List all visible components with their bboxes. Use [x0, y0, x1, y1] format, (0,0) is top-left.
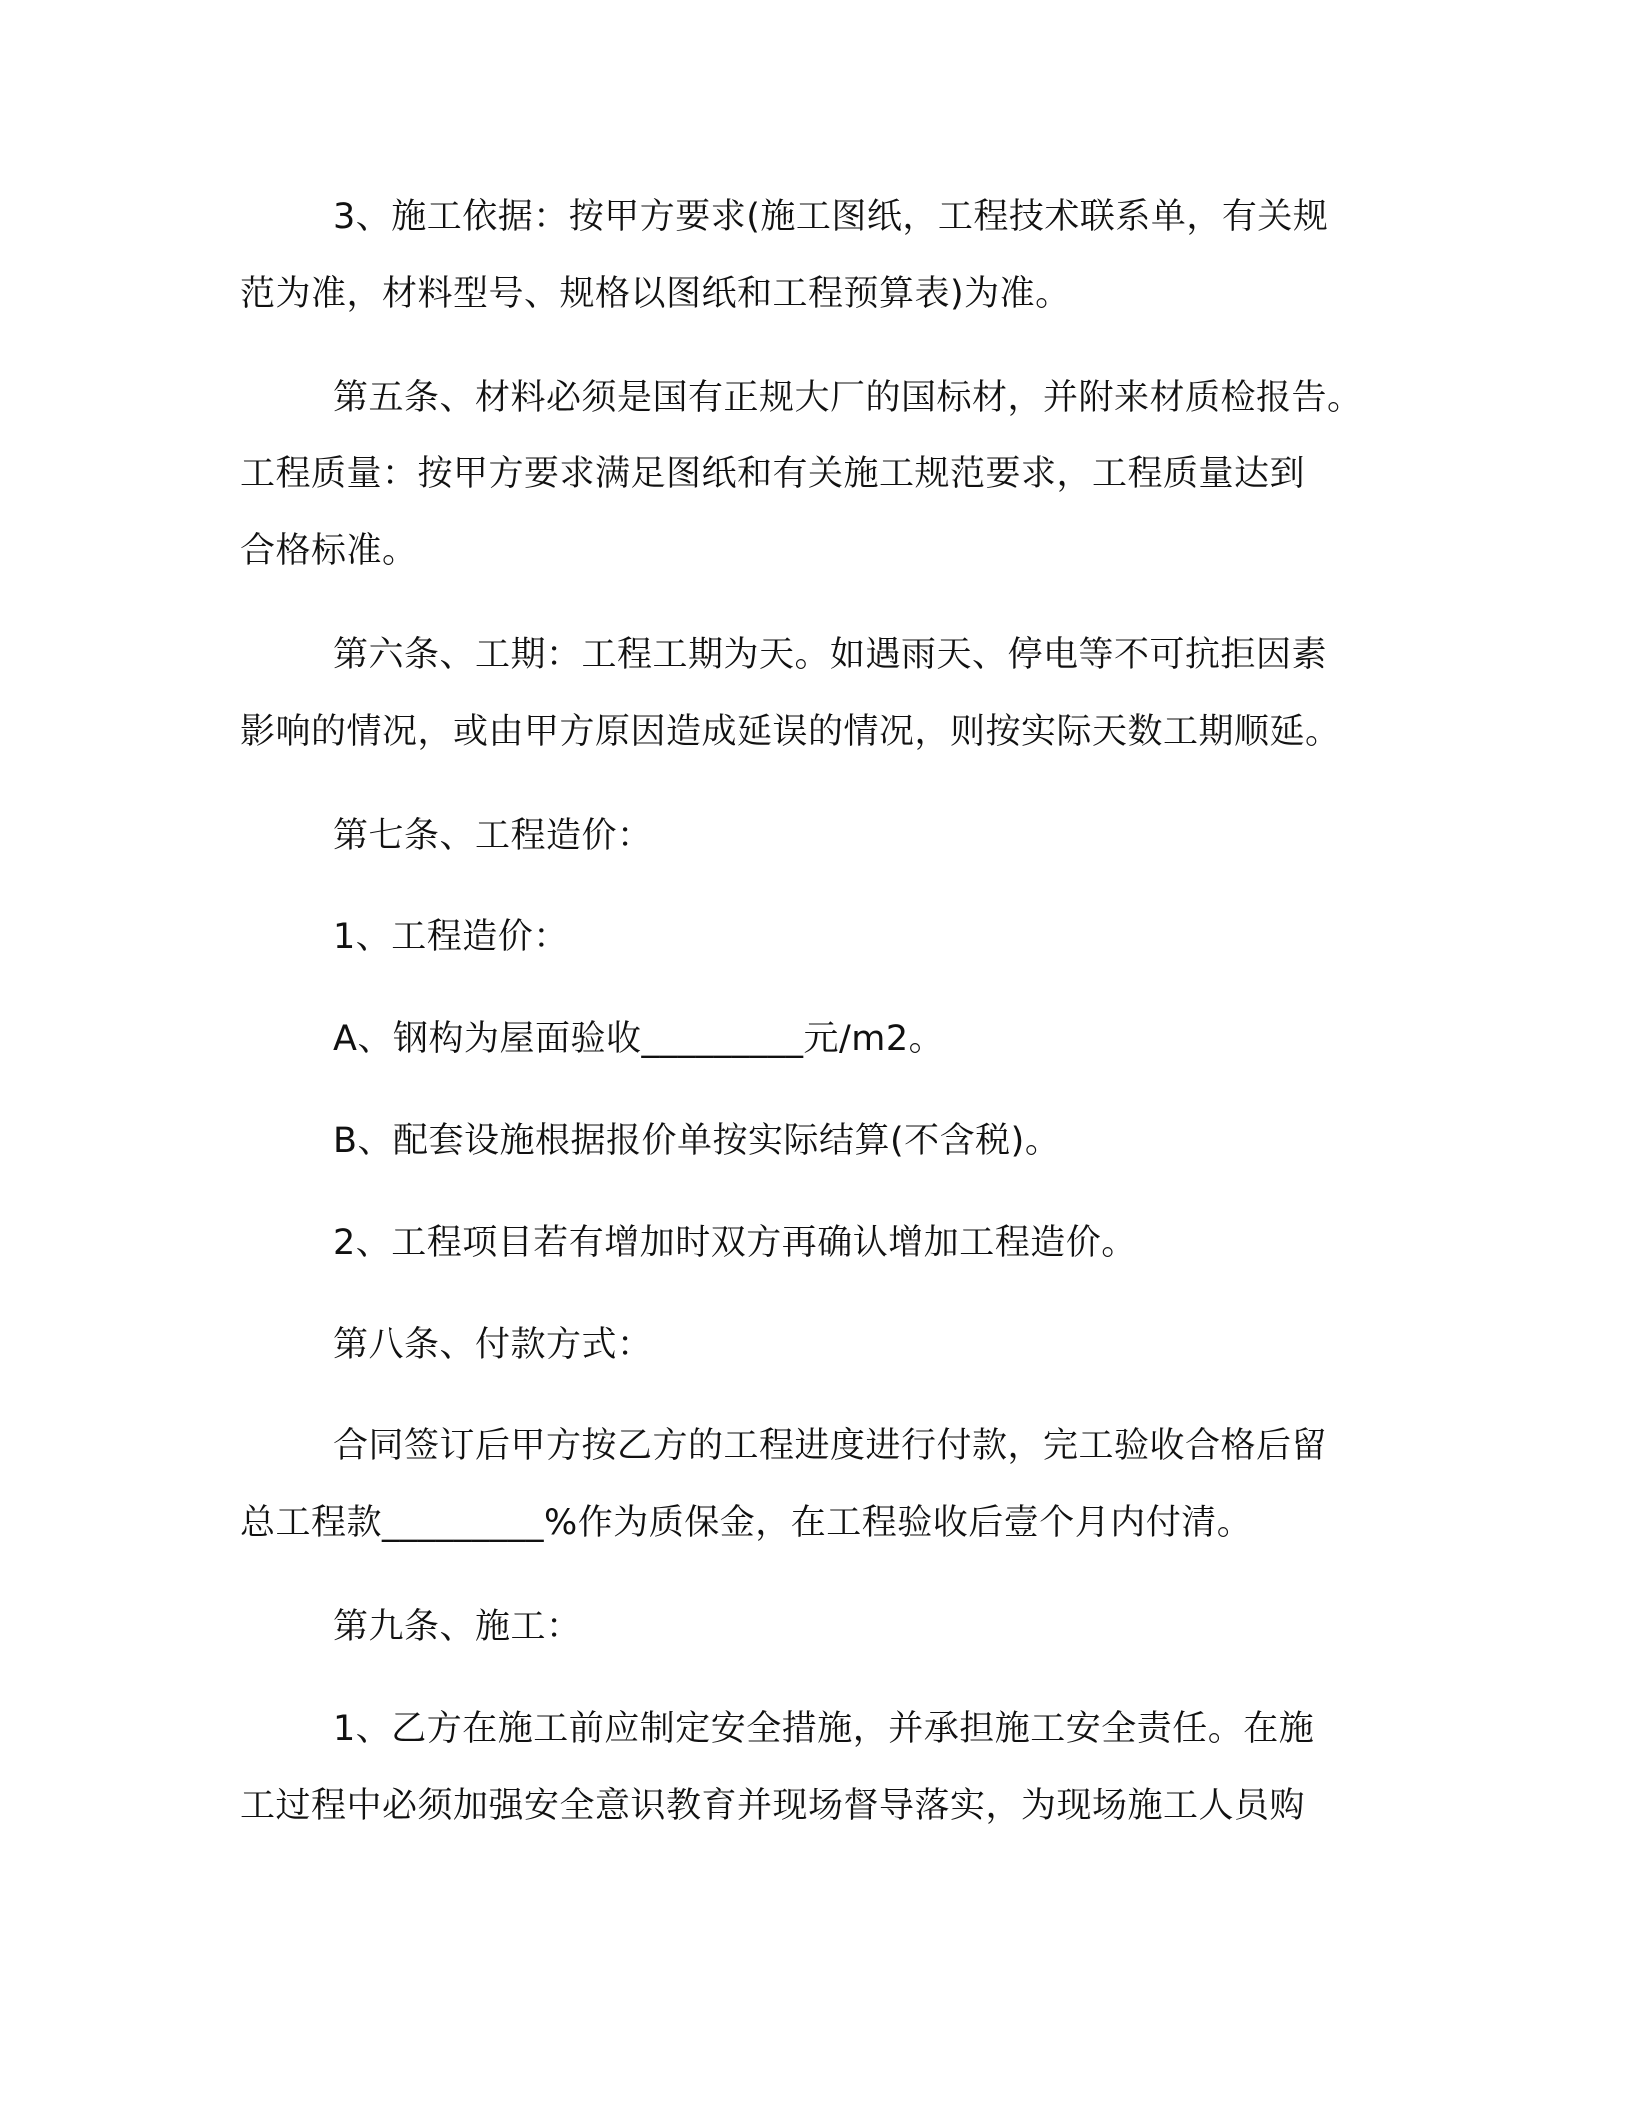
text-line: 第七条、工程造价： — [333, 816, 653, 856]
text-line: 第五条、材料必须是国有正规大厂的国标材，并附来材质检报告。 — [333, 378, 1363, 418]
text-line: 影响的情况，或由甲方原因造成延误的情况，则按实际天数工期顺延。 — [240, 712, 1341, 752]
text-line: 合格标准。 — [240, 531, 418, 571]
text-line: 范为准，材料型号、规格以图纸和工程预算表)为准。 — [240, 274, 1071, 314]
text-line: 1、乙方在施工前应制定安全措施，并承担施工安全责任。在施 — [333, 1709, 1315, 1749]
text-line: 2、工程项目若有增加时双方再确认增加工程造价。 — [333, 1223, 1137, 1263]
text-line: 第八条、付款方式： — [333, 1325, 653, 1365]
text-line: B、配套设施根据报价单按实际结算(不含税)。 — [333, 1121, 1061, 1161]
text-line: 第六条、工期：工程工期为天。如遇雨天、停电等不可抗拒因素 — [333, 635, 1328, 675]
text-line: 3、施工依据：按甲方要求(施工图纸，工程技术联系单，有关规 — [333, 197, 1329, 237]
text-line: A、钢构为屋面验收_________元/m2。 — [333, 1019, 945, 1059]
text-line: 合同签订后甲方按乙方的工程进度进行付款，完工验收合格后留 — [333, 1426, 1328, 1466]
text-line: 第九条、施工： — [333, 1607, 582, 1647]
text-line: 总工程款_________%作为质保金，在工程验收后壹个月内付清。 — [240, 1503, 1253, 1543]
text-line: 工程质量：按甲方要求满足图纸和有关施工规范要求，工程质量达到 — [240, 454, 1306, 494]
text-line: 1、工程造价： — [333, 917, 569, 957]
text-line: 工过程中必须加强安全意识教育并现场督导落实，为现场施工人员购 — [240, 1786, 1306, 1826]
